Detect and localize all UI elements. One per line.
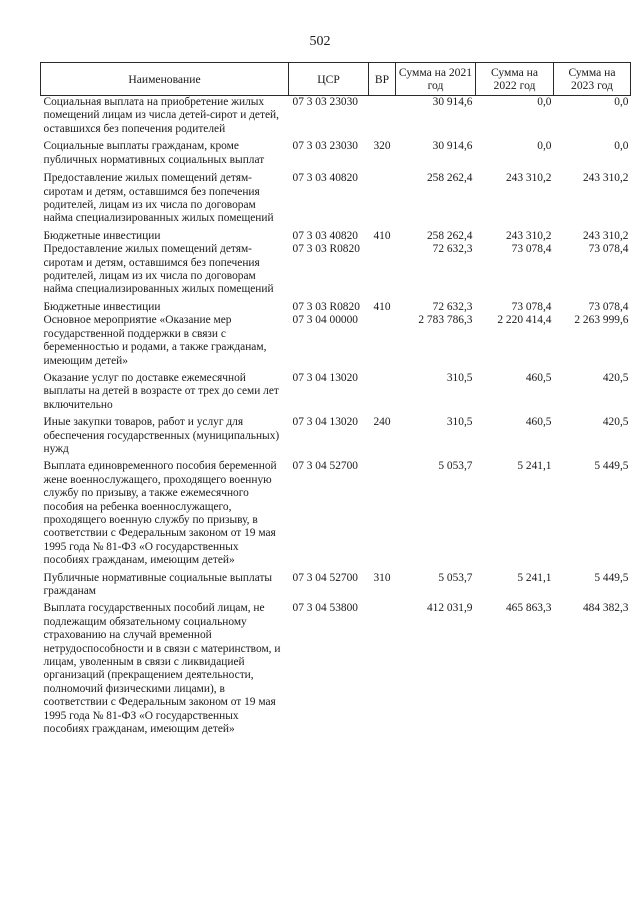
row-csr: 07 3 03 23030 <box>292 96 358 108</box>
table-row <box>41 297 631 314</box>
row-sum-2023: 73 078,4 <box>588 300 629 313</box>
row-sum-2023: 243 310,2 <box>582 172 629 185</box>
row-sum-2023: 484 382,3 <box>582 602 629 615</box>
row-vr <box>369 456 396 567</box>
row-sum-2023: 5 449,5 <box>594 460 629 473</box>
row-name: Бюджетные инвестиции <box>43 229 161 242</box>
row-csr: 07 3 04 53800 <box>292 602 358 615</box>
row-vr: 240 <box>373 416 391 429</box>
row-sum-2023: 420,5 <box>602 416 629 429</box>
row-name: Выплата государственных пособий лицам, не подлежащим обязательному социальному страхованию на случай временной нетрудоспособности и в связи с материнством, и лицам, уволенным в связи с ликвидацией организаций (прекращением деятельности, полномочий физическими лицами), в соответствии с Федеральным законом от 19 мая 1995 года № 81-ФЗ «О государственных пособиях гражданам, имеющим детей» <box>43 602 281 736</box>
page-number: 502 <box>309 34 331 49</box>
header-sum-2021: Сумма на 2021 год <box>396 63 476 96</box>
header-name: Наименование <box>41 63 289 96</box>
row-name: Выплата единовременного пособия беременной жене военнослужащего, проходящего военную службу по призыву, а также ежемесячного пособия на ребенка военнослужащего, проходящего военную службу по призыву, в соответствии с Федеральным законом от 19 мая 1995 года № 81-ФЗ «О государственных пособиях гражданам, имеющим детей» <box>43 460 277 567</box>
row-csr: 07 3 03 R0820 <box>292 243 360 256</box>
table-row <box>41 456 631 567</box>
table-row <box>41 598 631 736</box>
row-sum-2021: 30 914,6 <box>432 140 473 153</box>
row-sum-2022: 243 310,2 <box>505 172 552 185</box>
row-sum-2021: 310,5 <box>446 371 473 384</box>
table-header-row <box>41 63 631 96</box>
row-csr: 07 3 03 40820 <box>292 229 358 242</box>
row-vr <box>369 314 396 368</box>
row-sum-2022: 73 078,4 <box>511 300 552 313</box>
row-name: Предоставление жилых помещений детям-сиротам и детям, оставшимся без попечения родителей, лицам из их числа по договорам найма специализированных жилых помещений <box>43 172 274 225</box>
row-sum-2022: 465 863,3 <box>505 602 552 615</box>
table-row <box>41 368 631 412</box>
row-sum-2021: 72 632,3 <box>432 243 473 256</box>
row-vr: 410 <box>373 229 391 242</box>
row-sum-2021: 30 914,6 <box>432 96 473 108</box>
header-sum-2023: Сумма на 2023 год <box>554 63 631 96</box>
row-csr: 07 3 04 52700 <box>292 571 358 584</box>
row-sum-2022: 0,0 <box>537 140 552 153</box>
row-sum-2022: 2 220 414,4 <box>497 314 552 327</box>
row-sum-2021: 5 053,7 <box>438 460 473 473</box>
budget-table <box>40 62 631 736</box>
row-sum-2023: 420,5 <box>602 371 629 384</box>
row-name: Иные закупки товаров, работ и услуг для обеспечения государственных (муниципальных) нужд <box>43 416 280 455</box>
row-name: Основное мероприятие «Оказание мер государственной поддержки в связи с беременностью и родами, а также гражданам, имеющим детей» <box>43 314 267 367</box>
row-sum-2022: 460,5 <box>525 371 552 384</box>
row-sum-2021: 5 053,7 <box>438 571 473 584</box>
table-row <box>41 226 631 243</box>
row-vr <box>369 243 396 297</box>
row-sum-2022: 73 078,4 <box>511 243 552 256</box>
row-vr <box>369 169 396 226</box>
row-csr: 07 3 03 23030 <box>292 140 358 153</box>
row-sum-2023: 73 078,4 <box>588 243 629 256</box>
row-vr <box>369 598 396 736</box>
row-name: Социальная выплата на приобретение жилых помещений лицам из числа детей-сирот и детей, оставшихся без попечения родителей <box>43 96 279 135</box>
table-row <box>41 169 631 226</box>
row-sum-2021: 412 031,9 <box>426 602 473 615</box>
row-name: Оказание услуг по доставке ежемесячной выплаты на детей в возрасте от трех до семи лет включительно <box>43 371 279 411</box>
row-sum-2023: 0,0 <box>614 96 629 108</box>
row-csr: 07 3 03 40820 <box>292 172 358 185</box>
row-vr: 410 <box>373 300 391 313</box>
row-sum-2021: 72 632,3 <box>432 300 473 313</box>
row-sum-2022: 0,0 <box>537 96 552 108</box>
header-csr: ЦСР <box>289 63 369 96</box>
row-name: Публичные нормативные социальные выплаты гражданам <box>43 571 273 597</box>
row-csr: 07 3 04 13020 <box>292 416 358 429</box>
table-row <box>41 568 631 599</box>
row-name: Предоставление жилых помещений детям-сиротам и детям, оставшимся без попечения родителей, лицам из их числа по договорам найма специализированных жилых помещений <box>43 243 274 296</box>
table-row <box>41 136 631 169</box>
row-sum-2021: 258 262,4 <box>426 229 473 242</box>
row-name: Бюджетные инвестиции <box>43 300 161 313</box>
row-csr: 07 3 03 R0820 <box>292 300 360 313</box>
row-sum-2023: 5 449,5 <box>594 571 629 584</box>
header-vr: ВР <box>369 63 396 96</box>
row-csr: 07 3 04 13020 <box>292 371 358 384</box>
row-vr <box>369 96 396 137</box>
row-sum-2023: 243 310,2 <box>582 229 629 242</box>
row-sum-2023: 2 263 999,6 <box>574 314 629 327</box>
header-sum-2022: Сумма на 2022 год <box>476 63 554 96</box>
row-sum-2022: 243 310,2 <box>505 229 552 242</box>
table-row <box>41 243 631 297</box>
row-sum-2022: 5 241,1 <box>517 571 552 584</box>
row-name: Социальные выплаты гражданам, кроме публичных нормативных социальных выплат <box>43 140 265 166</box>
row-csr: 07 3 04 52700 <box>292 460 358 473</box>
row-vr: 320 <box>373 140 391 153</box>
row-sum-2021: 258 262,4 <box>426 172 473 185</box>
table-row <box>41 96 631 137</box>
row-vr: 310 <box>373 571 391 584</box>
row-sum-2023: 0,0 <box>614 140 629 153</box>
table-row <box>41 412 631 456</box>
row-sum-2021: 310,5 <box>446 416 473 429</box>
row-sum-2022: 460,5 <box>525 416 552 429</box>
row-csr: 07 3 04 00000 <box>292 314 358 327</box>
table-row <box>41 314 631 368</box>
row-vr <box>369 368 396 412</box>
row-sum-2021: 2 783 786,3 <box>418 314 473 327</box>
row-sum-2022: 5 241,1 <box>517 460 552 473</box>
